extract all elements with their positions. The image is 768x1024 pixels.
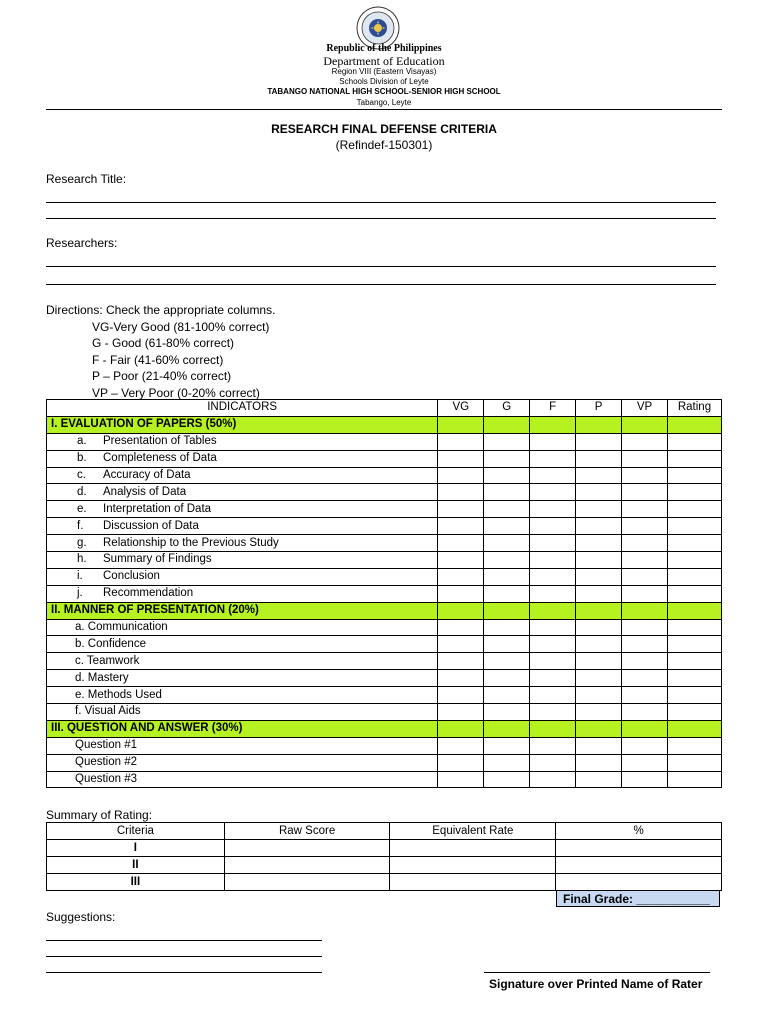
vg-checkbox-cell[interactable] [438, 636, 484, 653]
indicator-text: Accuracy of Data [103, 469, 191, 481]
section-cell [576, 720, 622, 737]
summary-percent-cell[interactable] [556, 857, 722, 874]
final-grade-box[interactable]: Final Grade: ___________ [556, 890, 720, 907]
g-checkbox-cell[interactable] [484, 670, 530, 687]
scale-p: P – Poor (21-40% correct) [92, 369, 232, 383]
section-cell [576, 602, 622, 619]
indicator-row [47, 585, 722, 602]
vp-checkbox-cell[interactable] [622, 737, 668, 754]
section-row [47, 602, 722, 619]
p-checkbox-cell[interactable] [576, 433, 622, 450]
vg-checkbox-cell[interactable] [438, 737, 484, 754]
indicator-letter: e. [77, 502, 87, 515]
indicator-text: Conclusion [103, 570, 160, 583]
g-checkbox-cell[interactable] [484, 704, 530, 721]
signature-label: Signature over Printed Name of Rater [489, 977, 703, 991]
f-checkbox-cell[interactable] [530, 535, 576, 552]
indicator-row [47, 670, 722, 687]
indicator-text: Analysis of Data [103, 485, 187, 498]
scale-vp: VP – Very Poor (0-20% correct) [92, 385, 260, 400]
vg-checkbox-cell[interactable] [438, 687, 484, 704]
g-checkbox-cell[interactable] [484, 535, 530, 552]
indicator-text: Question #1 [75, 739, 138, 752]
indicator-row [47, 771, 722, 788]
rating-checkbox-cell[interactable] [667, 771, 721, 788]
summary-criteria-cell: II [47, 857, 225, 874]
summary-col-raw-score: Raw Score [224, 823, 390, 840]
indicator-text: Completeness of Data [103, 452, 217, 465]
f-checkbox-cell[interactable] [530, 585, 576, 602]
vg-checkbox-cell[interactable] [438, 518, 484, 535]
rating-checkbox-cell[interactable] [667, 754, 721, 771]
indicator-row [47, 467, 722, 484]
indicator-label [47, 754, 438, 771]
vg-checkbox-cell[interactable] [438, 501, 484, 518]
summary-criteria-cell: III [47, 874, 225, 891]
header-divider [46, 109, 722, 110]
indicator-text: Interpretation of Data [103, 502, 212, 515]
indicator-text: Recommendation [103, 587, 194, 600]
indicator-letter: a. [77, 435, 87, 448]
rating-checkbox-cell[interactable] [667, 484, 721, 501]
indicator-text: b. Confidence [75, 637, 146, 650]
summary-col-percent: % [556, 823, 722, 840]
vg-checkbox-cell[interactable] [438, 653, 484, 670]
indicator-label [47, 653, 438, 670]
f-checkbox-cell[interactable] [530, 433, 576, 450]
rating-checkbox-cell[interactable] [667, 433, 721, 450]
f-checkbox-cell[interactable] [530, 754, 576, 771]
suggestion-line-3[interactable] [46, 972, 322, 973]
header-town: Tabango, Leyte [356, 98, 412, 107]
f-checkbox-cell[interactable] [530, 687, 576, 704]
section-title: II. MANNER OF PRESENTATION (20%) [47, 602, 438, 619]
vg-checkbox-cell[interactable] [438, 552, 484, 569]
g-checkbox-cell[interactable] [484, 636, 530, 653]
vp-checkbox-cell[interactable] [622, 450, 668, 467]
g-checkbox-cell[interactable] [484, 484, 530, 501]
vp-checkbox-cell[interactable] [622, 518, 668, 535]
research-title-line-2[interactable] [46, 218, 716, 219]
summary-col-criteria: Criteria [47, 823, 225, 840]
indicator-text: f. Visual Aids [75, 705, 141, 718]
researchers-line-1[interactable] [46, 266, 716, 267]
summary-row [47, 840, 722, 857]
summary-header-row [47, 823, 722, 840]
summary-percent-cell[interactable] [556, 874, 722, 891]
header-republic: Republic of the Philippines [326, 43, 442, 54]
indicator-text: d. Mastery [75, 671, 129, 684]
g-checkbox-cell[interactable] [484, 687, 530, 704]
vp-checkbox-cell[interactable] [622, 484, 668, 501]
g-checkbox-cell[interactable] [484, 501, 530, 518]
vp-checkbox-cell[interactable] [622, 771, 668, 788]
g-checkbox-cell[interactable] [484, 433, 530, 450]
indicator-label [47, 704, 438, 721]
vg-checkbox-cell[interactable] [438, 704, 484, 721]
summary-row [47, 857, 722, 874]
vp-checkbox-cell[interactable] [622, 501, 668, 518]
summary-criteria-cell: I [47, 840, 225, 857]
directions [46, 302, 275, 401]
p-checkbox-cell[interactable] [576, 501, 622, 518]
vp-checkbox-cell[interactable] [622, 636, 668, 653]
indicator-row [47, 450, 722, 467]
f-checkbox-cell[interactable] [530, 552, 576, 569]
section-cell [530, 602, 576, 619]
p-checkbox-cell[interactable] [576, 670, 622, 687]
indicator-label [47, 484, 438, 501]
rating-checkbox-cell[interactable] [667, 704, 721, 721]
section-row [47, 720, 722, 737]
section-cell [576, 416, 622, 433]
indicator-row [47, 518, 722, 535]
section-cell [667, 602, 721, 619]
f-checkbox-cell[interactable] [530, 737, 576, 754]
indicator-letter: g. [77, 536, 87, 549]
scale-vg: VG-Very Good (81-100% correct) [92, 319, 270, 334]
header-division: Schools Division of Leyte [339, 77, 429, 86]
summary-equivalent-rate-cell[interactable] [390, 874, 556, 891]
section-cell [484, 720, 530, 737]
f-checkbox-cell[interactable] [530, 619, 576, 636]
indicator-letter: i. [77, 570, 83, 583]
suggestion-line-2[interactable] [46, 956, 322, 957]
vg-checkbox-cell[interactable] [438, 619, 484, 636]
header-department: Department of Education [323, 54, 445, 68]
vp-checkbox-cell[interactable] [622, 535, 668, 552]
summary-label: Summary of Rating: [46, 808, 153, 822]
indicator-text: a. Communication [75, 621, 168, 634]
f-checkbox-cell[interactable] [530, 501, 576, 518]
col-indicators: INDICATORS [47, 400, 438, 417]
g-checkbox-cell[interactable] [484, 450, 530, 467]
vg-checkbox-cell[interactable] [438, 585, 484, 602]
vg-checkbox-cell[interactable] [438, 754, 484, 771]
section-cell [438, 602, 484, 619]
p-checkbox-cell[interactable] [576, 585, 622, 602]
vg-checkbox-cell[interactable] [438, 535, 484, 552]
indicator-label [47, 501, 438, 518]
indicator-row [47, 433, 722, 450]
p-checkbox-cell[interactable] [576, 754, 622, 771]
indicator-letter: b. [77, 452, 87, 465]
f-checkbox-cell[interactable] [530, 636, 576, 653]
f-checkbox-cell[interactable] [530, 450, 576, 467]
indicator-label [47, 433, 438, 450]
f-checkbox-cell[interactable] [530, 771, 576, 788]
f-checkbox-cell[interactable] [530, 568, 576, 585]
vp-checkbox-cell[interactable] [622, 433, 668, 450]
section-cell [438, 416, 484, 433]
p-checkbox-cell[interactable] [576, 518, 622, 535]
g-checkbox-cell[interactable] [484, 754, 530, 771]
indicator-text: Discussion of Data [103, 519, 199, 532]
indicator-row [47, 535, 722, 552]
col-vp: VP [622, 400, 668, 417]
indicator-label [47, 737, 438, 754]
suggestions-label: Suggestions: [46, 910, 116, 924]
indicator-label [47, 687, 438, 704]
indicator-row [47, 687, 722, 704]
indicator-label [47, 552, 438, 569]
summary-raw-score-cell[interactable] [224, 840, 390, 857]
rating-checkbox-cell[interactable] [667, 552, 721, 569]
suggestion-line-1[interactable] [46, 940, 322, 941]
section-cell [622, 602, 668, 619]
p-checkbox-cell[interactable] [576, 653, 622, 670]
rating-checkbox-cell[interactable] [667, 535, 721, 552]
criteria-table [46, 399, 722, 788]
indicator-row [47, 484, 722, 501]
indicator-row [47, 636, 722, 653]
header-region: Region VIII (Eastern Visayas) [331, 67, 437, 76]
vg-checkbox-cell[interactable] [438, 484, 484, 501]
section-cell [622, 416, 668, 433]
researchers-line-2[interactable] [46, 284, 716, 285]
indicator-letter: f. [77, 519, 84, 532]
g-checkbox-cell[interactable] [484, 518, 530, 535]
p-checkbox-cell[interactable] [576, 771, 622, 788]
vp-checkbox-cell[interactable] [622, 670, 668, 687]
vg-checkbox-cell[interactable] [438, 433, 484, 450]
indicator-row [47, 754, 722, 771]
section-title: I. EVALUATION OF PAPERS (50%) [47, 416, 438, 433]
p-checkbox-cell[interactable] [576, 737, 622, 754]
vp-checkbox-cell[interactable] [622, 568, 668, 585]
g-checkbox-cell[interactable] [484, 467, 530, 484]
rating-checkbox-cell[interactable] [667, 568, 721, 585]
p-checkbox-cell[interactable] [576, 484, 622, 501]
p-checkbox-cell[interactable] [576, 467, 622, 484]
directions-intro: Directions: Check the appropriate columns. [46, 303, 276, 317]
section-cell [622, 720, 668, 737]
indicator-row [47, 653, 722, 670]
section-cell [530, 416, 576, 433]
rating-checkbox-cell[interactable] [667, 687, 721, 704]
vg-checkbox-cell[interactable] [438, 670, 484, 687]
summary-percent-cell[interactable] [556, 840, 722, 857]
indicator-row [47, 552, 722, 569]
indicator-label [47, 467, 438, 484]
col-g: G [484, 400, 530, 417]
form-code: (Refindef-150301) [335, 138, 433, 152]
summary-table [46, 822, 722, 891]
signature-line[interactable] [484, 972, 710, 973]
summary-row [47, 874, 722, 891]
p-checkbox-cell[interactable] [576, 687, 622, 704]
indicator-letter: c. [77, 469, 86, 481]
g-checkbox-cell[interactable] [484, 771, 530, 788]
indicator-row [47, 704, 722, 721]
indicator-label [47, 568, 438, 585]
vp-checkbox-cell[interactable] [622, 653, 668, 670]
indicator-text: Question #3 [75, 773, 138, 786]
vp-checkbox-cell[interactable] [622, 704, 668, 721]
criteria-header-row [47, 400, 722, 417]
vp-checkbox-cell[interactable] [622, 585, 668, 602]
researchers-label: Researchers: [46, 236, 118, 250]
rating-checkbox-cell[interactable] [667, 737, 721, 754]
vp-checkbox-cell[interactable] [622, 619, 668, 636]
indicator-label [47, 619, 438, 636]
p-checkbox-cell[interactable] [576, 636, 622, 653]
vp-checkbox-cell[interactable] [622, 552, 668, 569]
indicator-text: Presentation of Tables [103, 435, 217, 448]
section-cell [484, 416, 530, 433]
rating-checkbox-cell[interactable] [667, 518, 721, 535]
vp-checkbox-cell[interactable] [622, 687, 668, 704]
summary-raw-score-cell[interactable] [224, 874, 390, 891]
research-title-line-1[interactable] [46, 202, 716, 203]
vp-checkbox-cell[interactable] [622, 467, 668, 484]
section-cell [667, 416, 721, 433]
vg-checkbox-cell[interactable] [438, 568, 484, 585]
indicator-text: c. Teamwork [75, 654, 140, 667]
f-checkbox-cell[interactable] [530, 704, 576, 721]
indicator-label [47, 636, 438, 653]
indicator-label [47, 518, 438, 535]
indicator-row [47, 568, 722, 585]
p-checkbox-cell[interactable] [576, 704, 622, 721]
col-p: P [576, 400, 622, 417]
vg-checkbox-cell[interactable] [438, 450, 484, 467]
indicator-label [47, 585, 438, 602]
section-title: III. QUESTION AND ANSWER (30%) [47, 720, 438, 737]
scale-g: G - Good (61-80% correct) [92, 336, 235, 350]
indicator-row [47, 619, 722, 636]
rating-checkbox-cell[interactable] [667, 653, 721, 670]
indicator-text: Question #2 [75, 756, 138, 769]
indicator-letter: d. [77, 485, 87, 498]
vp-checkbox-cell[interactable] [622, 754, 668, 771]
p-checkbox-cell[interactable] [576, 552, 622, 569]
indicator-label [47, 450, 438, 467]
research-title-label: Research Title: [46, 172, 127, 186]
indicator-label [47, 771, 438, 788]
indicator-text: e. Methods Used [75, 688, 162, 701]
f-checkbox-cell[interactable] [530, 484, 576, 501]
section-cell [667, 720, 721, 737]
summary-col-equivalent-rate: Equivalent Rate [390, 823, 556, 840]
summary-raw-score-cell[interactable] [224, 857, 390, 874]
g-checkbox-cell[interactable] [484, 552, 530, 569]
g-checkbox-cell[interactable] [484, 568, 530, 585]
f-checkbox-cell[interactable] [530, 653, 576, 670]
rating-checkbox-cell[interactable] [667, 467, 721, 484]
header-school: TABANGO NATIONAL HIGH SCHOOL-SENIOR HIGH SCHOOL [267, 87, 501, 96]
indicator-text: Relationship to the Previous Study [103, 536, 279, 549]
form-title: RESEARCH FINAL DEFENSE CRITERIA [271, 122, 497, 136]
rating-checkbox-cell[interactable] [667, 619, 721, 636]
rating-checkbox-cell[interactable] [667, 636, 721, 653]
p-checkbox-cell[interactable] [576, 619, 622, 636]
g-checkbox-cell[interactable] [484, 653, 530, 670]
g-checkbox-cell[interactable] [484, 737, 530, 754]
rating-checkbox-cell[interactable] [667, 585, 721, 602]
f-checkbox-cell[interactable] [530, 467, 576, 484]
p-checkbox-cell[interactable] [576, 450, 622, 467]
section-row [47, 416, 722, 433]
vg-checkbox-cell[interactable] [438, 771, 484, 788]
indicator-row [47, 737, 722, 754]
indicator-text: Summary of Findings [103, 553, 212, 566]
rating-checkbox-cell[interactable] [667, 450, 721, 467]
col-f: F [530, 400, 576, 417]
rating-checkbox-cell[interactable] [667, 501, 721, 518]
summary-equivalent-rate-cell[interactable] [390, 840, 556, 857]
p-checkbox-cell[interactable] [576, 568, 622, 585]
indicator-label [47, 670, 438, 687]
p-checkbox-cell[interactable] [576, 535, 622, 552]
summary-equivalent-rate-cell[interactable] [390, 857, 556, 874]
scale-f: F - Fair (41-60% correct) [92, 352, 224, 367]
section-cell [438, 720, 484, 737]
section-cell [530, 720, 576, 737]
indicator-letter: j. [77, 587, 83, 600]
col-rating: Rating [667, 400, 721, 417]
section-cell [484, 602, 530, 619]
indicator-letter: h. [77, 553, 87, 566]
g-checkbox-cell[interactable] [484, 585, 530, 602]
indicator-label [47, 535, 438, 552]
col-vg: VG [438, 400, 484, 417]
f-checkbox-cell[interactable] [530, 670, 576, 687]
indicator-row [47, 501, 722, 518]
g-checkbox-cell[interactable] [484, 619, 530, 636]
vg-checkbox-cell[interactable] [438, 467, 484, 484]
rating-checkbox-cell[interactable] [667, 670, 721, 687]
f-checkbox-cell[interactable] [530, 518, 576, 535]
